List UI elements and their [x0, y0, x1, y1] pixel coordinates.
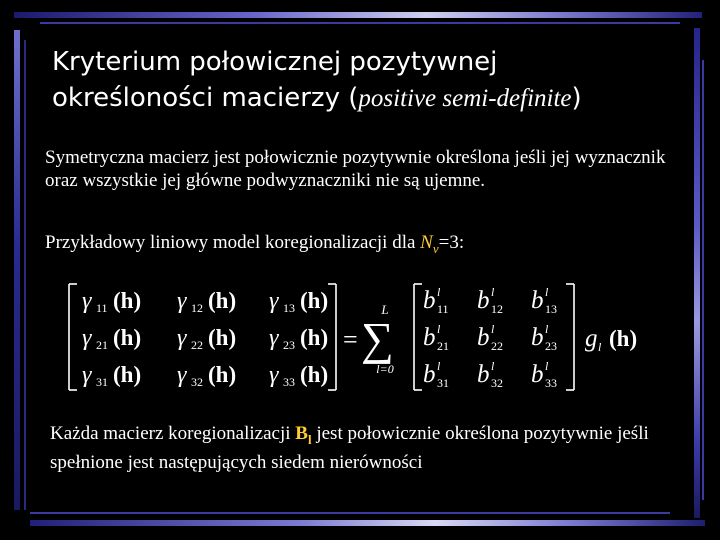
- b-superscript: l: [545, 285, 549, 299]
- sum-symbol: ∑: [361, 313, 394, 364]
- gamma-index: 21: [96, 338, 108, 352]
- b-superscript: l: [437, 322, 441, 336]
- conclusion-var: B: [295, 423, 308, 444]
- gamma-argument: (h): [300, 362, 329, 387]
- b-index: 33: [545, 376, 557, 390]
- example-var-sub: v: [432, 240, 439, 256]
- equals-sign: =: [343, 325, 358, 354]
- right-frame-line: [702, 60, 704, 500]
- conclusion-paragraph: [50, 422, 680, 474]
- definition-paragraph: Symetryczna macierz jest połowicznie pozytywnie określona jeśli jej wyznacznik oraz wszystkie jej główne podwyznaczniki nie są ujemne.: [45, 147, 666, 191]
- b-matrix: [423, 285, 637, 390]
- gamma-argument: (h): [300, 325, 329, 350]
- gamma-symbol: γ: [177, 362, 187, 388]
- b-symbol: b: [423, 287, 436, 314]
- gamma-index: 11: [96, 301, 108, 315]
- top-frame-bar: [14, 12, 702, 18]
- example-paragraph: [45, 231, 685, 260]
- gamma-argument: (h): [113, 288, 142, 313]
- title-line-2: [52, 80, 682, 117]
- gamma-index: 12: [191, 301, 203, 315]
- gamma-symbol: γ: [177, 288, 187, 314]
- b-index: 11: [437, 302, 449, 316]
- coregionalization-equation: [55, 278, 655, 398]
- gamma-index: 22: [191, 338, 203, 352]
- b-index: 12: [491, 302, 503, 316]
- conclusion-suffix: jest połowicznie określona pozytywnie jeśli spełnione jest następujących siedem nierówności: [50, 423, 649, 473]
- gamma-symbol: γ: [82, 288, 92, 314]
- b-index: 21: [437, 339, 449, 353]
- b-index: 13: [545, 302, 557, 316]
- b-symbol: b: [477, 324, 490, 351]
- gamma-symbol: γ: [269, 362, 279, 388]
- example-prefix: Przykładowy liniowy model koregionalizacji dla: [45, 232, 421, 253]
- gamma-argument: (h): [208, 325, 237, 350]
- b-index: 23: [545, 339, 557, 353]
- bottom-frame-bar: [30, 520, 705, 526]
- b-symbol: b: [423, 361, 436, 388]
- b-superscript: l: [491, 322, 495, 336]
- b-symbol: b: [477, 361, 490, 388]
- sum-upper-limit: L: [381, 302, 389, 317]
- b-superscript: l: [545, 322, 549, 336]
- gamma-argument: (h): [208, 288, 237, 313]
- b-symbol: b: [531, 287, 544, 314]
- gamma-symbol: γ: [269, 325, 279, 351]
- example-var: N: [420, 232, 433, 253]
- gamma-argument: (h): [113, 325, 142, 350]
- gamma-matrix: [82, 288, 328, 389]
- b-superscript: l: [437, 285, 441, 299]
- b-index: 32: [491, 376, 503, 390]
- b-index: 31: [437, 376, 449, 390]
- gamma-index: 23: [283, 338, 295, 352]
- title-line-2-italic: positive semi-definite: [358, 85, 572, 112]
- sum-operator: [343, 302, 394, 376]
- gamma-index: 31: [96, 375, 108, 389]
- gamma-argument: (h): [208, 362, 237, 387]
- b-superscript: l: [437, 359, 441, 373]
- b-symbol: b: [423, 324, 436, 351]
- top-frame-line: [40, 22, 680, 24]
- b-superscript: l: [545, 359, 549, 373]
- gamma-symbol: γ: [269, 288, 279, 314]
- b-symbol: b: [531, 324, 544, 351]
- left-frame-bar: [14, 30, 20, 510]
- b-symbol: b: [477, 287, 490, 314]
- example-suffix: =3:: [438, 232, 465, 253]
- gamma-symbol: γ: [82, 325, 92, 351]
- title-line-2-suffix: ): [571, 83, 582, 113]
- title-line-1: Kryterium połowicznej pozytywnej: [52, 47, 498, 77]
- bottom-frame-line: [30, 512, 670, 514]
- slide-title: [52, 44, 682, 117]
- gamma-argument: (h): [113, 362, 142, 387]
- gamma-symbol: γ: [177, 325, 187, 351]
- g-argument: (h): [609, 326, 638, 351]
- gamma-symbol: γ: [82, 362, 92, 388]
- gamma-index: 33: [283, 375, 295, 389]
- conclusion-var-sub: l: [307, 431, 312, 447]
- g-symbol: g: [585, 325, 598, 352]
- title-line-2-prefix: określoności macierzy (: [52, 83, 359, 113]
- gamma-argument: (h): [300, 288, 329, 313]
- b-index: 22: [491, 339, 503, 353]
- b-superscript: l: [491, 285, 495, 299]
- conclusion-prefix: Każda macierz koregionalizacji: [50, 423, 296, 444]
- b-symbol: b: [531, 361, 544, 388]
- gamma-index: 32: [191, 375, 203, 389]
- right-frame-bar: [694, 28, 700, 518]
- g-subscript: l: [598, 340, 602, 354]
- sum-lower-limit: l=0: [376, 362, 394, 376]
- b-superscript: l: [491, 359, 495, 373]
- left-frame-line: [24, 40, 26, 510]
- gamma-index: 13: [283, 301, 295, 315]
